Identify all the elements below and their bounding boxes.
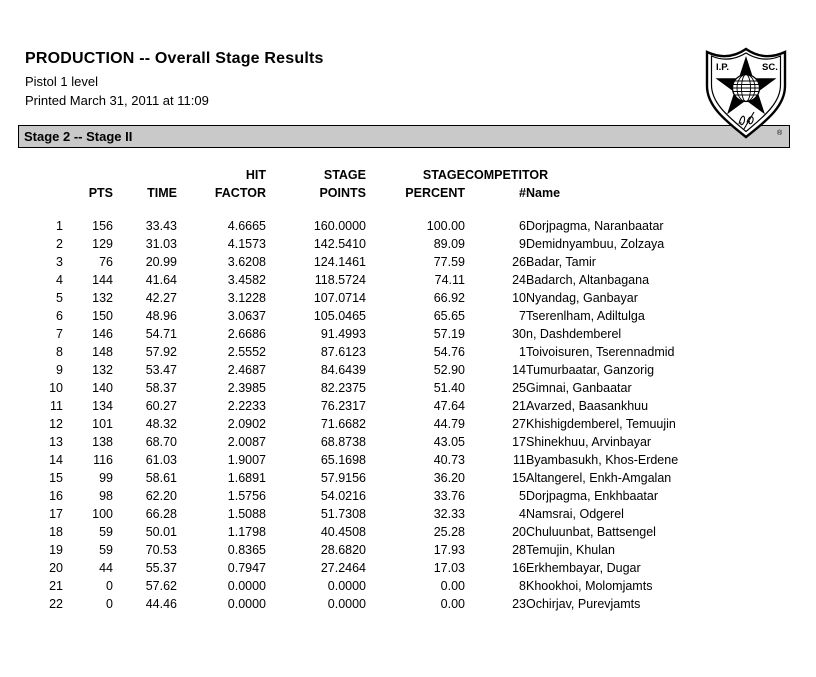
table-row bbox=[25, 469, 788, 487]
pts-cell: 150 bbox=[92, 309, 113, 323]
stage-points-cell: 82.2375 bbox=[320, 381, 366, 395]
pts-cell: 138 bbox=[92, 435, 113, 449]
results-table bbox=[25, 166, 788, 613]
time-cell: 50.01 bbox=[145, 525, 177, 539]
competitor-number-cell: 21 bbox=[512, 399, 526, 413]
col-points-label: POINTS bbox=[319, 186, 366, 200]
stage-points-cell: 84.6439 bbox=[320, 363, 366, 377]
competitor-name-cell: Ochirjav, Purevjamts bbox=[526, 597, 641, 611]
table-row bbox=[25, 235, 788, 253]
competitor-name-cell: Byambasukh, Khos-Erdene bbox=[526, 453, 679, 467]
rank-cell: 2 bbox=[56, 237, 63, 251]
stage-points-cell: 105.0465 bbox=[313, 309, 366, 323]
competitor-name-cell: Tserenlham, Adiltulga bbox=[526, 309, 645, 323]
col-stage-points-label: STAGE bbox=[323, 168, 366, 182]
rank-cell: 12 bbox=[49, 417, 63, 431]
printed-date: Printed March 31, 2011 at 11:09 bbox=[25, 93, 209, 108]
stage-percent-cell: 0.00 bbox=[440, 597, 465, 611]
hit-factor-cell: 1.9007 bbox=[227, 453, 266, 467]
pts-cell: 99 bbox=[99, 471, 113, 485]
time-cell: 57.62 bbox=[145, 579, 177, 593]
hit-factor-cell: 4.1573 bbox=[227, 237, 266, 251]
table-row bbox=[25, 379, 788, 397]
stage-percent-cell: 36.20 bbox=[433, 471, 465, 485]
stage-percent-cell: 74.11 bbox=[434, 273, 465, 287]
competitor-name-cell: Erkhembayar, Dugar bbox=[526, 561, 641, 575]
time-cell: 41.64 bbox=[145, 273, 177, 287]
hit-factor-cell: 0.7947 bbox=[227, 561, 266, 575]
competitor-number-cell: 30 bbox=[512, 327, 526, 341]
pts-cell: 100 bbox=[92, 507, 113, 521]
stage-points-cell: 71.6682 bbox=[320, 417, 366, 431]
time-cell: 44.46 bbox=[145, 597, 177, 611]
pts-cell: 0 bbox=[106, 579, 113, 593]
stage-percent-cell: 51.40 bbox=[433, 381, 465, 395]
col-name-label: Name bbox=[526, 186, 561, 200]
competitor-name-cell: Toivoisuren, Tserennadmid bbox=[526, 345, 675, 359]
rank-cell: 10 bbox=[49, 381, 63, 395]
rank-cell: 3 bbox=[56, 255, 63, 269]
col-time-label: TIME bbox=[147, 186, 177, 200]
time-cell: 53.47 bbox=[145, 363, 177, 377]
competitor-name-cell: Temujin, Khulan bbox=[526, 543, 615, 557]
competitor-name-cell: Altangerel, Enkh-Amgalan bbox=[526, 471, 672, 485]
table-row bbox=[25, 487, 788, 505]
hit-factor-cell: 2.0902 bbox=[227, 417, 266, 431]
hit-factor-cell: 1.1798 bbox=[227, 525, 266, 539]
hit-factor-cell: 3.6208 bbox=[227, 255, 266, 269]
rank-cell: 7 bbox=[56, 327, 63, 341]
competitor-number-cell: 14 bbox=[512, 363, 526, 377]
stage-percent-cell: 100.00 bbox=[426, 219, 465, 233]
time-cell: 42.27 bbox=[145, 291, 177, 305]
table-row bbox=[25, 577, 788, 595]
stage-points-cell: 0.0000 bbox=[327, 579, 366, 593]
stage-points-cell: 76.2317 bbox=[320, 399, 366, 413]
rank-cell: 20 bbox=[49, 561, 63, 575]
stage-percent-cell: 47.64 bbox=[433, 399, 465, 413]
pts-cell: 148 bbox=[92, 345, 113, 359]
stage-points-cell: 68.8738 bbox=[320, 435, 366, 449]
competitor-name-cell: n, Dashdemberel bbox=[526, 327, 622, 341]
competitor-name-cell: Tumurbaatar, Ganzorig bbox=[526, 363, 655, 377]
stage-percent-cell: 40.73 bbox=[433, 453, 465, 467]
table-row bbox=[25, 541, 788, 559]
col-percent-label: PERCENT bbox=[405, 186, 465, 200]
table-row bbox=[25, 433, 788, 451]
rank-cell: 18 bbox=[49, 525, 63, 539]
pts-cell: 144 bbox=[92, 273, 113, 287]
pts-cell: 0 bbox=[106, 597, 113, 611]
time-cell: 54.71 bbox=[145, 327, 177, 341]
registered-symbol: ® bbox=[777, 130, 783, 137]
competitor-name-cell: Khishigdemberel, Temuujin bbox=[526, 417, 676, 431]
rank-cell: 11 bbox=[50, 399, 63, 413]
table-row bbox=[25, 505, 788, 523]
stage-points-cell: 107.0714 bbox=[313, 291, 366, 305]
rank-cell: 1 bbox=[56, 219, 63, 233]
time-cell: 58.37 bbox=[145, 381, 177, 395]
stage-points-cell: 27.2464 bbox=[320, 561, 366, 575]
competitor-name-cell: Khookhoi, Molomjamts bbox=[526, 579, 653, 593]
logo-text-right: SC. bbox=[762, 62, 778, 73]
table-row bbox=[25, 559, 788, 577]
hit-factor-cell: 0.0000 bbox=[227, 597, 266, 611]
competitor-number-cell: 5 bbox=[519, 489, 526, 503]
table-row bbox=[25, 307, 788, 325]
stage-points-cell: 65.1698 bbox=[320, 453, 366, 467]
competitor-number-cell: 7 bbox=[519, 309, 526, 323]
competitor-name-cell: Chuluunbat, Battsengel bbox=[526, 525, 656, 539]
page-title: PRODUCTION -- Overall Stage Results bbox=[25, 50, 324, 67]
table-row bbox=[25, 271, 788, 289]
pts-cell: 146 bbox=[92, 327, 113, 341]
time-cell: 68.70 bbox=[145, 435, 177, 449]
stage-points-cell: 28.6820 bbox=[320, 543, 366, 557]
hit-factor-cell: 0.8365 bbox=[227, 543, 266, 557]
stage-points-cell: 0.0000 bbox=[327, 597, 366, 611]
stage-percent-cell: 57.19 bbox=[433, 327, 465, 341]
pts-cell: 98 bbox=[99, 489, 113, 503]
time-cell: 55.37 bbox=[145, 561, 177, 575]
stage-percent-cell: 33.76 bbox=[433, 489, 465, 503]
hit-factor-cell: 2.2233 bbox=[227, 399, 266, 413]
competitor-number-cell: 26 bbox=[512, 255, 526, 269]
rank-cell: 5 bbox=[56, 291, 63, 305]
pts-cell: 76 bbox=[99, 255, 113, 269]
stage-percent-cell: 77.59 bbox=[433, 255, 465, 269]
pts-cell: 132 bbox=[92, 291, 113, 305]
pts-cell: 101 bbox=[92, 417, 113, 431]
ipsc-shield-icon bbox=[703, 43, 789, 143]
time-cell: 61.03 bbox=[145, 453, 177, 467]
competitor-number-cell: 20 bbox=[512, 525, 526, 539]
competitor-name-cell: Demidnyambuu, Zolzaya bbox=[526, 237, 665, 251]
logo-text-left: I.P. bbox=[716, 62, 730, 73]
rank-cell: 15 bbox=[49, 471, 63, 485]
stage-points-cell: 142.5410 bbox=[313, 237, 366, 251]
competitor-number-cell: 9 bbox=[519, 237, 526, 251]
hit-factor-cell: 2.6686 bbox=[227, 327, 266, 341]
competitor-name-cell: Dorjpagma, Naranbaatar bbox=[526, 219, 664, 233]
stage-percent-cell: 65.65 bbox=[433, 309, 465, 323]
rank-cell: 17 bbox=[49, 507, 63, 521]
stage-percent-cell: 32.33 bbox=[433, 507, 465, 521]
rank-cell: 13 bbox=[49, 435, 63, 449]
hit-factor-cell: 2.0087 bbox=[227, 435, 266, 449]
pts-cell: 116 bbox=[93, 453, 113, 467]
ipsc-logo bbox=[703, 43, 789, 143]
competitor-number-cell: 6 bbox=[519, 219, 526, 233]
hit-factor-cell: 2.4687 bbox=[227, 363, 266, 377]
competitor-name-cell: Nyandag, Ganbayar bbox=[526, 291, 638, 305]
table-row bbox=[25, 253, 788, 271]
time-cell: 33.43 bbox=[145, 219, 177, 233]
table-row bbox=[25, 415, 788, 433]
time-cell: 70.53 bbox=[145, 543, 177, 557]
competitor-name-cell: Namsrai, Odgerel bbox=[526, 507, 624, 521]
rank-cell: 9 bbox=[56, 363, 63, 377]
pts-cell: 44 bbox=[99, 561, 113, 575]
stage-banner bbox=[18, 125, 790, 148]
hit-factor-cell: 3.1228 bbox=[227, 291, 266, 305]
competitor-number-cell: 15 bbox=[512, 471, 526, 485]
hit-factor-cell: 0.0000 bbox=[227, 579, 266, 593]
pts-cell: 59 bbox=[99, 543, 113, 557]
rank-cell: 21 bbox=[49, 579, 63, 593]
pts-cell: 134 bbox=[92, 399, 113, 413]
competitor-number-cell: 27 bbox=[512, 417, 526, 431]
hit-factor-cell: 1.5756 bbox=[227, 489, 266, 503]
stage-points-cell: 40.4508 bbox=[320, 525, 366, 539]
stage-points-cell: 54.0216 bbox=[320, 489, 366, 503]
rank-cell: 6 bbox=[56, 309, 63, 323]
table-row bbox=[25, 523, 788, 541]
hit-factor-cell: 3.4582 bbox=[227, 273, 266, 287]
stage-percent-cell: 17.03 bbox=[433, 561, 465, 575]
stage-percent-cell: 25.28 bbox=[433, 525, 465, 539]
time-cell: 60.27 bbox=[145, 399, 177, 413]
competitor-number-cell: 23 bbox=[512, 597, 526, 611]
hit-factor-cell: 2.3985 bbox=[227, 381, 266, 395]
competitor-number-cell: 16 bbox=[512, 561, 526, 575]
competitor-number-cell: 24 bbox=[512, 273, 526, 287]
stage-percent-cell: 54.76 bbox=[433, 345, 465, 359]
stage-points-cell: 160.0000 bbox=[313, 219, 366, 233]
table-row bbox=[25, 202, 788, 235]
table-header bbox=[25, 166, 788, 202]
rank-cell: 8 bbox=[56, 345, 63, 359]
col-number-label: # bbox=[519, 186, 526, 200]
table-row bbox=[25, 397, 788, 415]
time-cell: 48.96 bbox=[145, 309, 177, 323]
time-cell: 58.61 bbox=[145, 471, 177, 485]
header-line-1 bbox=[25, 166, 788, 184]
competitor-name-cell: Shinekhuu, Arvinbayar bbox=[526, 435, 652, 449]
competitor-name-cell: Badarch, Altanbagana bbox=[526, 273, 650, 287]
stage-points-cell: 118.5724 bbox=[314, 273, 366, 287]
pts-cell: 140 bbox=[92, 381, 113, 395]
globe-icon bbox=[732, 75, 760, 102]
time-cell: 48.32 bbox=[145, 417, 177, 431]
pts-cell: 132 bbox=[92, 363, 113, 377]
table-row bbox=[25, 343, 788, 361]
pts-cell: 129 bbox=[92, 237, 113, 251]
header-line-2 bbox=[25, 184, 788, 202]
rank-cell: 14 bbox=[49, 453, 63, 467]
hit-factor-cell: 2.5552 bbox=[227, 345, 266, 359]
stage-percent-cell: 44.79 bbox=[433, 417, 465, 431]
table-row bbox=[25, 595, 788, 613]
col-stage-percent-label: STAGE bbox=[422, 168, 465, 182]
col-hit-label: HIT bbox=[245, 168, 266, 182]
table-row bbox=[25, 451, 788, 469]
stage-points-cell: 51.7308 bbox=[320, 507, 366, 521]
competitor-number-cell: 17 bbox=[512, 435, 526, 449]
stage-percent-cell: 17.93 bbox=[433, 543, 465, 557]
table-row bbox=[25, 289, 788, 307]
rank-cell: 4 bbox=[56, 273, 63, 287]
hit-factor-cell: 3.0637 bbox=[227, 309, 266, 323]
col-competitor-label: COMPETITOR bbox=[465, 168, 549, 182]
competitor-number-cell: 11 bbox=[513, 453, 526, 467]
competitor-number-cell: 4 bbox=[519, 507, 526, 521]
competitor-number-cell: 8 bbox=[519, 579, 526, 593]
col-factor-label: FACTOR bbox=[214, 186, 266, 200]
time-cell: 31.03 bbox=[145, 237, 177, 251]
competitor-name-cell: Gimnai, Ganbaatar bbox=[526, 381, 632, 395]
time-cell: 66.28 bbox=[145, 507, 177, 521]
stage-points-cell: 57.9156 bbox=[320, 471, 366, 485]
hit-factor-cell: 1.5088 bbox=[227, 507, 266, 521]
pts-cell: 59 bbox=[99, 525, 113, 539]
rank-cell: 19 bbox=[49, 543, 63, 557]
table-row bbox=[25, 361, 788, 379]
competitor-name-cell: Avarzed, Baasankhuu bbox=[526, 399, 649, 413]
competitor-name-cell: Dorjpagma, Enkhbaatar bbox=[526, 489, 659, 503]
stage-percent-cell: 66.92 bbox=[433, 291, 465, 305]
rank-cell: 22 bbox=[49, 597, 63, 611]
hit-factor-cell: 4.6665 bbox=[227, 219, 266, 233]
col-pts-label: PTS bbox=[88, 186, 113, 200]
match-level: Pistol 1 level bbox=[25, 74, 98, 89]
rank-cell: 16 bbox=[49, 489, 63, 503]
competitor-number-cell: 10 bbox=[512, 291, 526, 305]
stage-percent-cell: 43.05 bbox=[433, 435, 465, 449]
time-cell: 57.92 bbox=[145, 345, 177, 359]
competitor-number-cell: 1 bbox=[519, 345, 526, 359]
stage-points-cell: 87.6123 bbox=[320, 345, 366, 359]
competitor-name-cell: Badar, Tamir bbox=[526, 255, 596, 269]
table-row bbox=[25, 325, 788, 343]
stage-percent-cell: 89.09 bbox=[433, 237, 465, 251]
stage-banner-label: Stage 2 -- Stage II bbox=[24, 129, 133, 144]
table-body bbox=[25, 202, 788, 613]
hit-factor-cell: 1.6891 bbox=[227, 471, 266, 485]
pts-cell: 156 bbox=[92, 219, 113, 233]
stage-percent-cell: 52.90 bbox=[433, 363, 465, 377]
stage-points-cell: 124.1461 bbox=[313, 255, 366, 269]
time-cell: 20.99 bbox=[145, 255, 177, 269]
competitor-number-cell: 28 bbox=[512, 543, 526, 557]
competitor-number-cell: 25 bbox=[512, 381, 526, 395]
stage-points-cell: 91.4993 bbox=[320, 327, 366, 341]
time-cell: 62.20 bbox=[145, 489, 177, 503]
stage-percent-cell: 0.00 bbox=[440, 579, 465, 593]
